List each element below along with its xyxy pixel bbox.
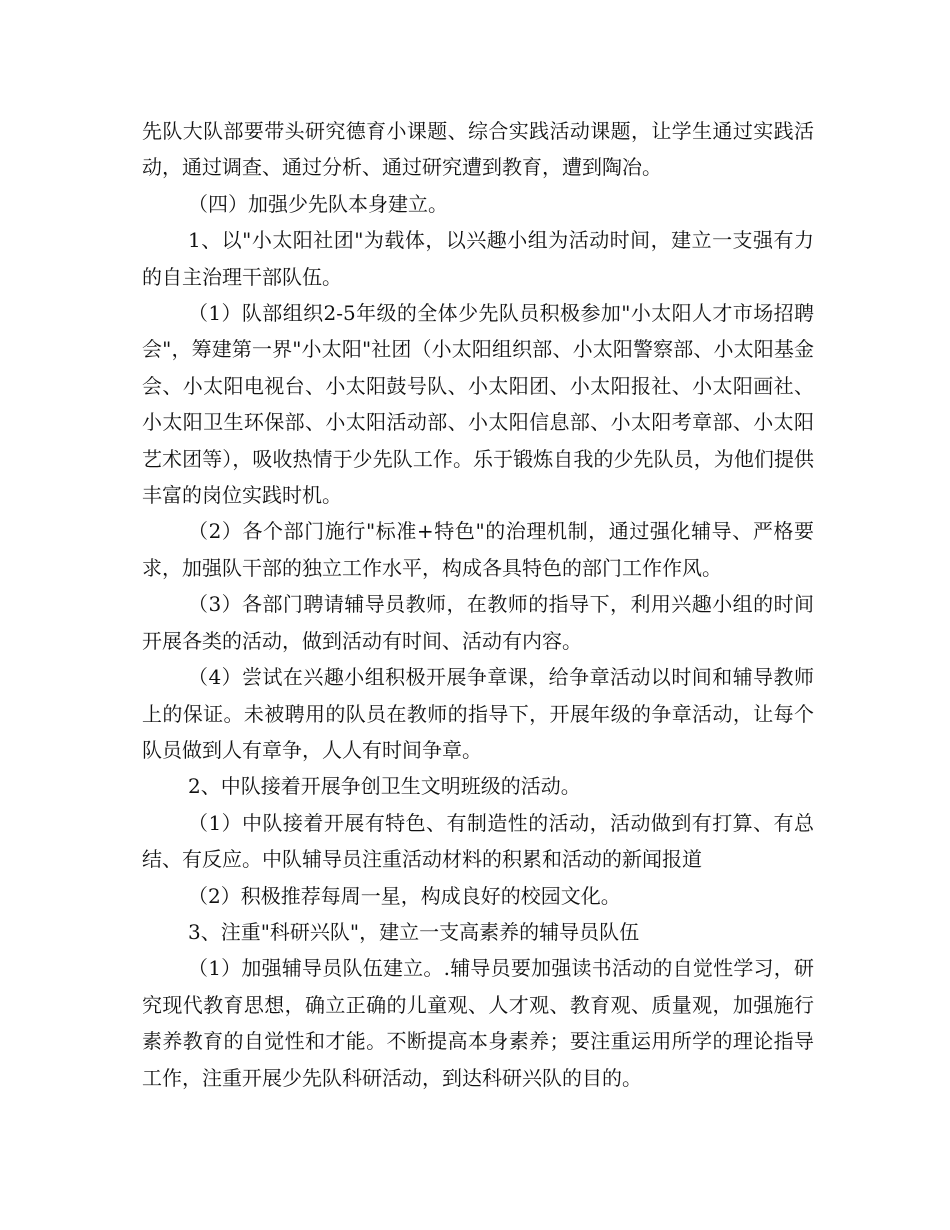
item-1-sub-2: （2）各个部门施行"标准+特色"的治理机制，通过强化辅导、严格要求，加强队干部的独立工作水平，构成各具特色的部门工作作风。 [142,519,814,580]
document-body [142,113,814,1096]
item-1-sub-3: （3）各部门聘请辅导员教师，在教师的指导下，利用兴趣小组的时间开展各类的活动，做到活动有时间、活动有内容。 [142,592,814,653]
item-3-sub-1: （1）加强辅导员队伍建立。.辅导员要加强读书活动的自觉性学习，研究现代教育思想，确立正确的儿童观、人才观、教育观、质量观，加强施行素养教育的自觉性和才能。不断提高本身素养；要注重运用所学的理论指导工作，注重开展少先队科研活动，到达科研兴队的目的。 [142,956,814,1090]
item-2-sub-2: （2）积极推荐每周一星，构成良好的校园文化。 [188,883,621,908]
item-1-heading: 1、以"小太阳社团"为载体，以兴趣小组为活动时间，建立一支强有力的自主治理干部队伍。 [142,228,814,289]
item-2-heading: 2、中队接着开展争创卫生文明班级的活动。 [188,774,581,799]
item-2-sub-1: （1）中队接着开展有特色、有制造性的活动，活动做到有打算、有总结、有反应。中队辅导员注重活动材料的积累和活动的新闻报道 [142,810,814,872]
item-1-sub-1: （1）队部组织2-5年级的全体少先队员积极参加"小太阳人才市场招聘会"，筹建第一界"小太阳"社团（小太阳组织部、小太阳警察部、小太阳基金会、小太阳电视台、小太阳鼓号队、小太阳团、小太阳报社、小太阳画社、小太阳卫生环保部、小太阳活动部、小太阳信息部、小太阳考章部、小太阳艺术团等），吸收热情于少先队工作。乐于锻炼自我的少先队员，为他们提供丰富的岗位实践时机。 [142,301,814,508]
section-heading-four: （四）加强少先队本身建立。 [188,191,448,216]
item-1-sub-4: （4）尝试在兴趣小组积极开展争章课，给争章活动以时间和辅导教师上的保证。未被聘用的队员在教师的指导下，开展年级的争章活动，让每个队员做到人有章争，人人有时间争章。 [142,665,814,762]
paragraph-continuation: 先队大队部要带头研究德育小课题、综合实践活动课题，让学生通过实践活动，通过调查、通过分析、通过研究遭到教育，遭到陶冶。 [142,119,814,180]
item-3-heading: 3、注重"科研兴队"，建立一支高素养的辅导员队伍 [188,919,640,944]
